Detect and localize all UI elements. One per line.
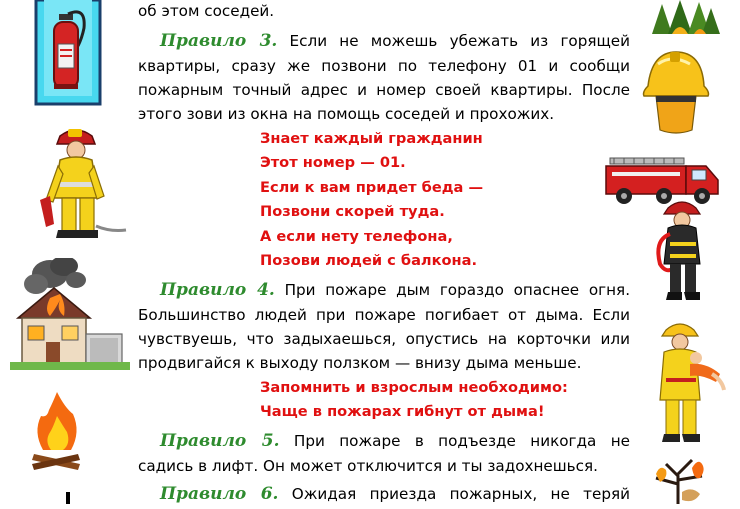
rule-3-line: этого зови из окна на помощь соседей и прохожих. [138, 105, 555, 123]
poem-line: Позови людей с балкона. [260, 252, 478, 269]
candle-icon [66, 492, 70, 504]
fire-extinguisher-icon [34, 0, 102, 106]
poem-line: Позвони скорей туда. [260, 203, 445, 220]
rule-4-first-line: Правило 4. При пожаре дым гораздо опаснее огня. [160, 280, 631, 300]
rule-6-first-line: Правило 6. Ожидая приезда пожарных, не теряй [160, 484, 630, 504]
rule-3-title: Правило 3. [160, 31, 278, 51]
burning-house-icon [6, 258, 132, 378]
rule-5-first-line: Правило 5. При пожаре в подъезде никогда не [160, 431, 631, 451]
firefighter-carrying-child-icon [650, 318, 728, 448]
fire-helmet-icon [640, 48, 710, 136]
rule-3-line: пожарным точный адрес и номер своей квартиры. После [138, 81, 630, 99]
poem-line: Если к вам придет беда — [260, 179, 484, 196]
poem-line: Знает каждый гражданин [260, 130, 483, 147]
rule-4-line: чувствуешь, что задыхаешься, опустись на корточки или [138, 330, 630, 348]
rule-5-line: садись в лифт. Он может отключится и ты задохнешься. [138, 457, 598, 475]
intro-tail: об этом соседей. [138, 2, 275, 20]
rule-3-first-line: Правило 3. Если не можешь убежать из горящей [160, 31, 631, 51]
firefighter-with-hose-icon [650, 196, 716, 304]
rule-3-line: квартиры, сразу же позвони по телефону 01 и сообщи [138, 57, 630, 75]
rule-4-line: продвигайся к выходу ползком — внизу дыма меньше. [138, 354, 582, 372]
rule-5-title: Правило 5. [160, 431, 280, 451]
poem-line: Чаще в пожарах гибнут от дыма! [260, 403, 545, 420]
firefighter-icon [30, 126, 130, 244]
burning-tree-icon [632, 452, 722, 504]
rule-4-title: Правило 4. [160, 280, 275, 300]
poem-line: А если нету телефона, [260, 228, 453, 245]
poem-line: Этот номер — 01. [260, 154, 406, 171]
rule-6-title: Правило 6. [160, 484, 279, 504]
rule-4-line: Большинство людей при пожаре погибает от дыма. Если [138, 306, 630, 324]
poem-line: Запомнить и взрослым необходимо: [260, 379, 568, 396]
campfire-icon [28, 388, 86, 472]
forest-icon [650, 0, 722, 34]
